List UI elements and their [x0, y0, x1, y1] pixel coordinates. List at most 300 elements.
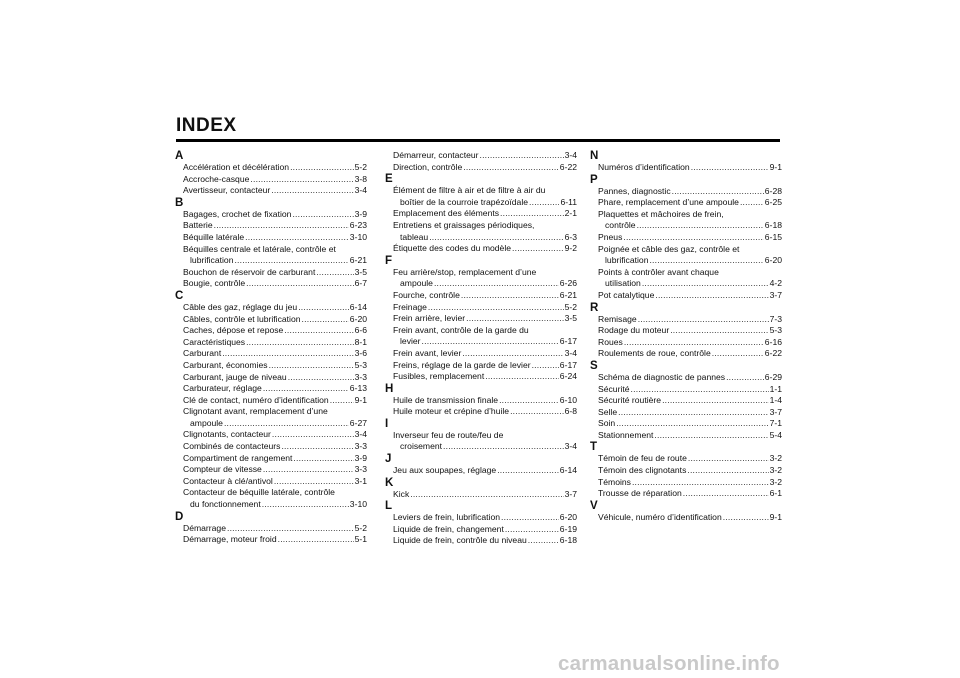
- index-entry: [590, 220, 782, 232]
- dot-leader: [330, 395, 354, 407]
- index-letter-heading: R: [590, 301, 599, 314]
- dot-leader: [670, 325, 768, 337]
- index-entry: [385, 465, 577, 477]
- index-entry: [175, 476, 367, 488]
- dot-leader: [214, 220, 349, 232]
- index-letter-heading: I: [385, 417, 389, 430]
- index-entry-text: Témoins: [598, 476, 631, 487]
- dot-leader: [410, 489, 563, 501]
- index-entry: [175, 185, 367, 197]
- index-entry: [385, 302, 577, 314]
- index-entry: [385, 162, 577, 174]
- index-entry-page: 6-20: [559, 512, 577, 523]
- index-entry-text: ampoule: [400, 278, 433, 289]
- dot-leader: [616, 418, 768, 430]
- dot-leader: [632, 477, 769, 489]
- index-entry-text: levier: [400, 336, 421, 347]
- index-entry-text: Poignée et câble des gaz, contrôle et: [598, 243, 740, 254]
- index-entry-page: 6-24: [559, 371, 577, 382]
- index-letter-heading: K: [385, 476, 394, 489]
- index-entry: [175, 395, 367, 407]
- index-entry: [175, 372, 367, 384]
- index-entry: [175, 174, 367, 186]
- index-entry-page: 6-8: [564, 406, 577, 417]
- index-entry: [175, 406, 367, 418]
- index-entry: [385, 395, 577, 407]
- index-entry: [385, 267, 577, 279]
- index-entry-text: Schéma de diagnostic de pannes: [598, 371, 726, 382]
- index-entry-text: Soin: [598, 418, 616, 429]
- index-entry-page: 6-3: [564, 231, 577, 242]
- index-entry: [175, 487, 367, 499]
- index-entry: [175, 429, 367, 441]
- index-entry: [590, 290, 782, 302]
- index-letter-heading: T: [590, 441, 598, 454]
- index-entry-text: tableau: [400, 231, 429, 242]
- index-entry-text: Jeu aux soupapes, réglage: [393, 465, 497, 476]
- index-letter-heading: D: [175, 510, 184, 523]
- index-entry-text: Accélération et décélération: [183, 162, 290, 172]
- index-entry: [590, 314, 782, 326]
- page-title: INDEX: [176, 115, 237, 136]
- index-entry: [590, 209, 782, 221]
- index-entry: [385, 430, 577, 442]
- index-entry: [590, 267, 782, 279]
- index-entry-page: 6-16: [764, 336, 782, 347]
- dot-leader: [466, 313, 563, 325]
- dot-leader: [501, 512, 559, 524]
- index-entry-page: 6-18: [764, 220, 782, 231]
- index-entry: [385, 220, 577, 232]
- dot-leader: [683, 488, 769, 500]
- index-entry-text: Inverseur feu de route/feu de: [393, 429, 504, 440]
- index-entry-text: Liquide de frein, contrôle du niveau: [393, 535, 527, 546]
- index-entry-page: 6-25: [764, 197, 782, 208]
- index-entry-text: Selle: [598, 406, 618, 417]
- index-entry-text: Bouchon de réservoir de carburant: [183, 266, 316, 277]
- index-entry-text: Leviers de frein, lubrification: [393, 512, 500, 523]
- dot-leader: [278, 534, 354, 546]
- index-letter-heading: H: [385, 382, 394, 395]
- index-entry: [385, 406, 577, 418]
- index-entry: [385, 336, 577, 348]
- dot-leader: [281, 441, 353, 453]
- dot-leader: [269, 360, 354, 372]
- index-entry-text: Pannes, diagnostic: [598, 185, 671, 196]
- index-entry-page: 8-1: [354, 336, 367, 347]
- index-letter-heading: E: [385, 173, 393, 186]
- index-entry-text: Huile moteur et crépine d’huile: [393, 406, 510, 417]
- dot-leader: [637, 220, 764, 232]
- dot-leader: [245, 232, 349, 244]
- index-entry-page: 3-7: [769, 406, 782, 417]
- index-entry: [590, 512, 782, 524]
- index-entry-text: Compteur de vitesse: [183, 464, 262, 475]
- index-entry-text: Frein avant, levier: [393, 347, 462, 358]
- dot-leader: [302, 314, 349, 326]
- index-entry: [590, 488, 782, 500]
- dot-leader: [284, 325, 353, 337]
- index-column-2: [385, 150, 577, 547]
- index-entry: [175, 232, 367, 244]
- index-entry-text: boîtier de la courroie trapézoïdale: [400, 196, 529, 207]
- dot-leader: [672, 186, 764, 198]
- index-entry-text: Caractéristiques: [183, 336, 246, 347]
- index-entry: [175, 220, 367, 232]
- dot-leader: [510, 406, 563, 418]
- dot-leader: [246, 337, 353, 349]
- index-entry-text: Remisage: [598, 313, 637, 324]
- index-entry-text: Freins, réglage de la garde de levier: [393, 359, 531, 370]
- index-entry-text: Compartiment de rangement: [183, 452, 293, 463]
- index-letter-heading: S: [590, 359, 598, 372]
- dot-leader: [505, 524, 559, 536]
- index-entry-page: 3-2: [769, 465, 782, 476]
- index-entry-text: Entretiens et graissages périodiques,: [393, 219, 535, 230]
- index-entry: [385, 290, 577, 302]
- dot-leader: [274, 476, 354, 488]
- index-entry-page: 3-10: [349, 231, 367, 242]
- index-entry-page: 3-3: [354, 464, 367, 475]
- dot-leader: [316, 267, 353, 279]
- index-entry: [590, 197, 782, 209]
- index-entry-text: Bougie, contrôle: [183, 278, 246, 289]
- dot-leader: [740, 197, 764, 209]
- index-entry: [175, 314, 367, 326]
- title-rule: [176, 139, 780, 142]
- index-entry-text: Bagages, crochet de fixation: [183, 208, 292, 219]
- index-entry-text: lubrification: [190, 255, 234, 266]
- index-entry-text: Batterie: [183, 220, 213, 231]
- index-entry: [175, 348, 367, 360]
- index-letter-heading: N: [590, 150, 599, 162]
- index-entry-text: Liquide de frein, changement: [393, 523, 504, 534]
- dot-leader: [688, 453, 769, 465]
- index-entry: [385, 371, 577, 383]
- index-entry-page: 6-7: [354, 278, 367, 289]
- index-entry-text: Démarrage: [183, 522, 226, 533]
- index-entry-text: Avertisseur, contacteur: [183, 185, 271, 196]
- index-entry-text: Béquille latérale: [183, 231, 245, 242]
- index-entry-page: 3-6: [354, 348, 367, 359]
- index-entry-page: 2-1: [564, 208, 577, 219]
- index-letter-heading: L: [385, 500, 393, 513]
- index-entry-text: Clignotants, contacteur: [183, 429, 271, 440]
- index-entry: [385, 360, 577, 372]
- index-entry: [175, 418, 367, 430]
- index-entry: [175, 464, 367, 476]
- index-entry-text: lubrification: [605, 255, 649, 266]
- index-entry: [590, 337, 782, 349]
- index-entry-page: 3-9: [354, 452, 367, 463]
- index-entry: [385, 348, 577, 360]
- index-entry: [175, 337, 367, 349]
- dot-leader: [429, 232, 563, 244]
- index-entry-text: Témoin de feu de route: [598, 453, 687, 464]
- index-entry: [385, 185, 577, 197]
- index-letter-heading: F: [385, 254, 393, 267]
- index-entry-text: ampoule: [190, 417, 223, 428]
- index-entry: [385, 150, 577, 162]
- index-entry: [385, 197, 577, 209]
- dot-leader: [662, 395, 769, 407]
- index-entry: [590, 372, 782, 384]
- dot-leader: [723, 512, 769, 524]
- index-entry-page: 6-20: [349, 313, 367, 324]
- dot-leader: [263, 383, 349, 395]
- index-entry-page: 3-4: [354, 429, 367, 440]
- index-entry-text: Démarrage, moteur froid: [183, 534, 277, 545]
- dot-leader: [262, 499, 349, 511]
- index-entry-page: 7-1: [769, 418, 782, 429]
- index-entry-text: Accroche-casque: [183, 173, 250, 184]
- index-entry-page: 3-10: [349, 499, 367, 510]
- index-entry: [590, 418, 782, 430]
- dot-leader: [272, 429, 354, 441]
- index-entry: [175, 453, 367, 465]
- dot-leader: [224, 418, 349, 430]
- index-entry-text: Freinage: [393, 301, 427, 312]
- index-entry: [590, 477, 782, 489]
- index-entry-page: 6-14: [349, 301, 367, 312]
- index-entry-page: 6-19: [559, 523, 577, 534]
- index-entry-page: 3-4: [564, 441, 577, 452]
- dot-leader: [623, 232, 763, 244]
- index-entry-page: 3-8: [354, 173, 367, 184]
- index-entry-text: Fusibles, remplacement: [393, 371, 485, 382]
- index-entry-page: 3-4: [354, 185, 367, 196]
- dot-leader: [434, 278, 559, 290]
- index-entry-page: 6-21: [349, 255, 367, 266]
- index-entry: [175, 383, 367, 395]
- index-entry-page: 4-2: [769, 278, 782, 289]
- dot-leader: [222, 348, 353, 360]
- index-entry: [175, 499, 367, 511]
- index-entry: [590, 395, 782, 407]
- index-letter-heading: C: [175, 289, 184, 302]
- index-entry-page: 3-1: [354, 475, 367, 486]
- dot-leader: [655, 290, 768, 302]
- index-entry-page: 6-6: [354, 325, 367, 336]
- index-entry-page: 6-17: [559, 336, 577, 347]
- index-entry-page: 6-28: [764, 185, 782, 196]
- index-entry-text: Numéros d’identification: [598, 162, 690, 172]
- index-entry: [385, 489, 577, 501]
- index-entry: [590, 384, 782, 396]
- index-entry: [590, 325, 782, 337]
- index-entry-page: 1-4: [769, 395, 782, 406]
- index-letter-heading: P: [590, 173, 598, 186]
- index-entry-page: 9-1: [769, 511, 782, 522]
- index-entry: [385, 208, 577, 220]
- index-entry-page: 6-29: [764, 371, 782, 382]
- index-entry-page: 6-14: [559, 465, 577, 476]
- index-entry: [590, 348, 782, 360]
- index-entry-text: Kick: [393, 488, 410, 499]
- index-entry-page: 6-20: [764, 255, 782, 266]
- index-entry-page: 3-3: [354, 441, 367, 452]
- index-entry-text: Rodage du moteur: [598, 325, 670, 336]
- index-entry-text: Plaquettes et mâchoires de frein,: [598, 208, 724, 219]
- index-entry-page: 3-7: [769, 289, 782, 300]
- dot-leader: [712, 348, 764, 360]
- dot-leader: [499, 395, 559, 407]
- index-entry-text: Câbles, contrôle et lubrification: [183, 313, 301, 324]
- index-entry-text: Carburateur, réglage: [183, 383, 262, 394]
- index-entry-page: 3-9: [354, 208, 367, 219]
- index-entry-page: 6-21: [559, 289, 577, 300]
- index-entry-page: 5-2: [354, 522, 367, 533]
- index-entry-text: Phare, remplacement d’une ampoule: [598, 197, 739, 208]
- dot-leader: [642, 278, 769, 290]
- index-entry: [590, 244, 782, 256]
- index-entry-page: 5-2: [354, 162, 367, 172]
- index-entry: [175, 534, 367, 546]
- dot-leader: [422, 336, 559, 348]
- index-entry-text: Stationnement: [598, 429, 654, 440]
- index-letter-heading: V: [590, 499, 598, 512]
- index-entry-page: 3-4: [564, 150, 577, 160]
- index-entry-page: 6-1: [769, 488, 782, 499]
- index-entry-page: 5-4: [769, 429, 782, 440]
- index-entry: [590, 255, 782, 267]
- index-entry: [385, 524, 577, 536]
- index-entry-text: Béquilles centrale et latérale, contrôle et: [183, 243, 336, 254]
- index-entry-page: 7-3: [769, 313, 782, 324]
- watermark: carmanualsonline.info: [558, 652, 780, 675]
- index-entry: [175, 302, 367, 314]
- dot-leader: [512, 243, 564, 255]
- index-entry-text: du fonctionnement: [190, 499, 261, 510]
- index-entry-page: 6-11: [560, 196, 577, 207]
- index-entry-page: 5-3: [769, 325, 782, 336]
- index-entry-text: Câble des gaz, réglage du jeu: [183, 301, 298, 312]
- dot-leader: [618, 407, 768, 419]
- index-entry: [385, 243, 577, 255]
- dot-leader: [290, 162, 354, 174]
- index-entry-text: Pot catalytique: [598, 289, 655, 300]
- index-entry-page: 3-7: [564, 488, 577, 499]
- index-entry-text: Fourche, contrôle: [393, 289, 460, 300]
- dot-leader: [649, 255, 763, 267]
- index-entry: [175, 523, 367, 535]
- dot-leader: [687, 465, 768, 477]
- index-entry-page: 6-22: [764, 348, 782, 359]
- dot-leader: [532, 360, 559, 372]
- dot-leader: [529, 197, 559, 209]
- index-entry: [175, 441, 367, 453]
- index-entry: [175, 278, 367, 290]
- index-entry-page: 6-18: [559, 535, 577, 546]
- index-entry-page: 6-15: [764, 231, 782, 242]
- index-entry-text: Carburant, économies: [183, 359, 268, 370]
- index-entry: [590, 278, 782, 290]
- index-entry: [385, 278, 577, 290]
- index-entry-text: Caches, dépose et repose: [183, 325, 284, 336]
- index-letter-heading: J: [385, 453, 392, 466]
- index-entry-page: 9-2: [564, 243, 577, 254]
- dot-leader: [298, 302, 349, 314]
- index-entry-text: Direction, contrôle: [393, 161, 463, 172]
- index-letter-heading: A: [175, 150, 184, 162]
- index-entry: [385, 512, 577, 524]
- index-entry: [590, 186, 782, 198]
- index-entry: [175, 244, 367, 256]
- index-entry-text: Clignotant avant, remplacement d’une: [183, 406, 328, 417]
- index-entry-page: 6-23: [349, 220, 367, 231]
- index-entry-page: 5-1: [354, 534, 367, 545]
- index-entry: [175, 209, 367, 221]
- dot-leader: [263, 464, 354, 476]
- index-entry-text: Sécurité routière: [598, 395, 662, 406]
- index-letter-heading: B: [175, 196, 184, 209]
- index-entry-text: Carburant, jauge de niveau: [183, 371, 287, 382]
- dot-leader: [631, 384, 769, 396]
- dot-leader: [654, 430, 768, 442]
- index-entry-text: utilisation: [605, 278, 641, 289]
- index-entry-text: Étiquette des codes du modèle: [393, 243, 512, 254]
- index-entry: [385, 535, 577, 547]
- index-entry-text: contrôle: [605, 220, 636, 231]
- dot-leader: [292, 209, 353, 221]
- index-entry: [590, 407, 782, 419]
- index-entry: [590, 430, 782, 442]
- index-entry-text: Roues: [598, 336, 623, 347]
- index-entry-page: 9-1: [769, 162, 782, 172]
- index-column-3: [590, 150, 782, 523]
- index-entry: [175, 267, 367, 279]
- index-entry: [175, 360, 367, 372]
- dot-leader: [461, 290, 559, 302]
- index-entry-page: 1-1: [769, 383, 782, 394]
- index-entry: [385, 232, 577, 244]
- dot-leader: [638, 314, 769, 326]
- index-entry-page: 9-1: [354, 394, 367, 405]
- index-entry-text: Points à contrôler avant chaque: [598, 266, 719, 277]
- dot-leader: [463, 162, 559, 174]
- dot-leader: [462, 348, 563, 360]
- index-entry: [590, 465, 782, 477]
- dot-leader: [288, 372, 354, 384]
- dot-leader: [500, 208, 564, 220]
- dot-leader: [691, 162, 769, 174]
- index-entry: [175, 162, 367, 174]
- dot-leader: [480, 150, 564, 162]
- index-entry-text: Sécurité: [598, 383, 630, 394]
- index-entry-text: Roulements de roue, contrôle: [598, 348, 711, 359]
- index-entry-page: 3-5: [354, 266, 367, 277]
- index-entry-page: 5-3: [354, 359, 367, 370]
- index-entry: [385, 325, 577, 337]
- index-entry-text: Huile de transmission finale: [393, 394, 499, 405]
- index-entry-text: Contacteur de béquille latérale, contrôle: [183, 487, 335, 498]
- index-entry-page: 3-5: [564, 313, 577, 324]
- index-entry-text: Démarreur, contacteur: [393, 150, 479, 160]
- index-entry-text: Témoin des clignotants: [598, 465, 687, 476]
- dot-leader: [497, 465, 559, 477]
- index-entry: [590, 232, 782, 244]
- index-entry-text: Pneus: [598, 231, 623, 242]
- index-entry-text: Feu arrière/stop, remplacement d’une: [393, 266, 537, 277]
- dot-leader: [234, 255, 348, 267]
- index-entry-text: croisement: [400, 441, 443, 452]
- dot-leader: [485, 371, 559, 383]
- dot-leader: [271, 185, 353, 197]
- dot-leader: [443, 441, 564, 453]
- index-entry-text: Trousse de réparation: [598, 488, 682, 499]
- index-entry-text: Combinés de contacteurs: [183, 441, 281, 452]
- dot-leader: [624, 337, 764, 349]
